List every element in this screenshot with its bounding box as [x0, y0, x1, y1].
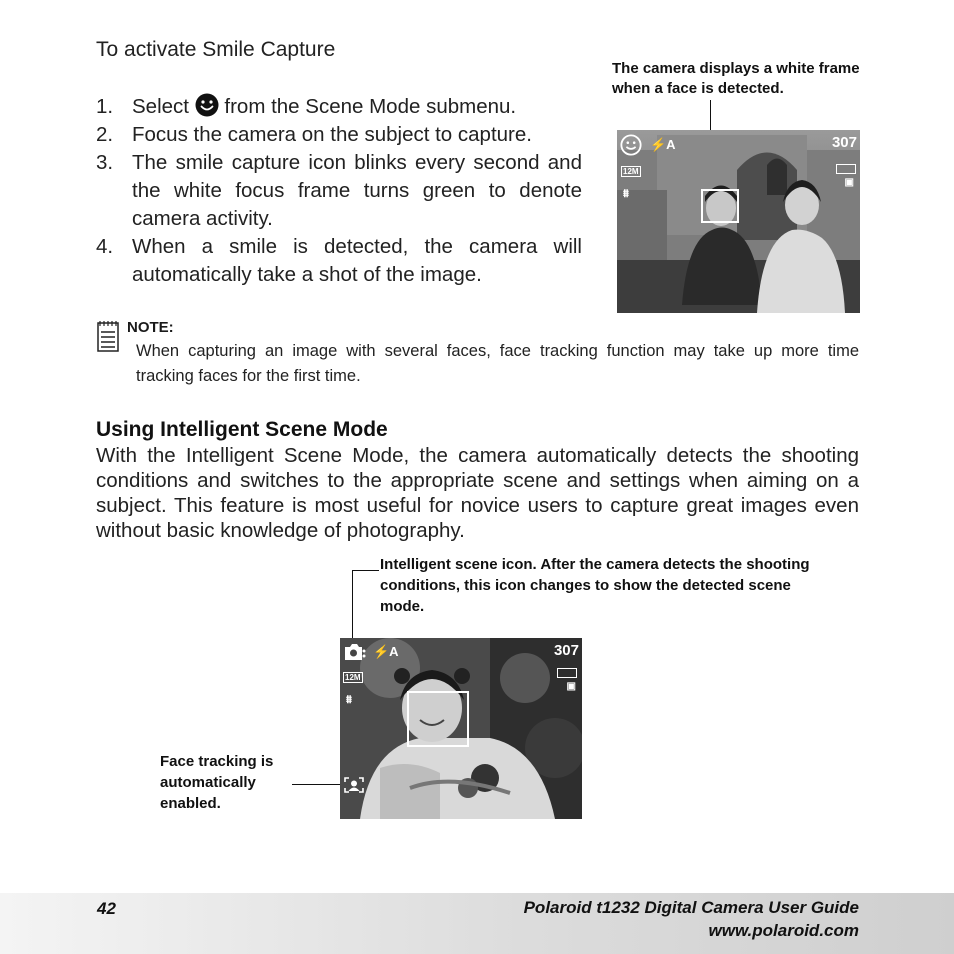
step-text: Focus the camera on the subject to capture. [132, 123, 532, 146]
shots-remaining: 307 [553, 642, 579, 659]
note-icon [97, 320, 119, 352]
step-text: The smile capture icon blinks every second and the white focus frame turns green to denote camera activity. [132, 151, 582, 230]
auto-flash-icon: ⚡A [373, 644, 399, 659]
intelligent-scene-description: With the Intelligent Scene Mode, the camera automatically detects the shooting conditions and switches to the appropriate scene and settings when aiming on a subject. This feature is most useful for novice users to capture great images even without basic knowledge of photography. [96, 444, 859, 542]
face-detection-frame [407, 691, 469, 747]
step-item [96, 149, 582, 233]
face-tracking-callout: Face tracking is automatically enabled. [160, 753, 274, 812]
callout-leader-line [352, 570, 379, 571]
callout-leader-line [352, 570, 353, 638]
section-heading: To activate Smile Capture [96, 38, 336, 61]
intelligent-scene-preview [340, 638, 582, 819]
auto-flash-icon: ⚡A [650, 137, 676, 152]
resolution-indicator: 12M [345, 673, 361, 682]
step-item [96, 121, 582, 149]
step-text-after: from the Scene Mode submenu. [224, 95, 517, 118]
smile-icon [195, 93, 219, 117]
page-number: 42 [97, 899, 116, 918]
step-text-before: Select [132, 95, 189, 118]
white-balance-icon: ⩩ [346, 694, 352, 706]
note-text: When capturing an image with several faces, face tracking function may take up more time tracking faces for the first time. [136, 342, 859, 385]
memory-card-icon: ▣ [566, 681, 576, 692]
face-frame-callout: The camera displays a white frame when a face is detected. [612, 60, 860, 97]
face-detection-frame [701, 189, 739, 223]
scene-icon-callout: Intelligent scene icon. After the camera detects the shooting conditions, this icon changes to show the detected scene mode. [380, 556, 810, 615]
smile-icon [620, 134, 642, 156]
note-title: NOTE: [127, 319, 174, 336]
steps-list [96, 93, 582, 289]
smile-capture-preview [617, 130, 860, 313]
white-balance-icon: ⩩ [623, 188, 629, 200]
step-number: 1. [96, 95, 114, 118]
memory-card-icon: ▣ [844, 177, 854, 188]
intelligent-scene-icon [344, 643, 366, 661]
face-tracking-icon [344, 777, 364, 793]
battery-icon [557, 668, 577, 678]
step-text: When a smile is detected, the camera will automatically take a shot of the image. [132, 235, 582, 286]
step-item [96, 93, 582, 121]
battery-icon [836, 164, 856, 174]
step-number: 2. [96, 123, 114, 146]
callout-leader-line [292, 784, 340, 785]
resolution-indicator: 12M [623, 167, 639, 176]
footer-title: Polaroid t1232 Digital Camera User Guide [523, 898, 859, 917]
footer-url: www.polaroid.com [708, 921, 859, 940]
shots-remaining: 307 [831, 134, 857, 151]
step-number: 4. [96, 235, 114, 258]
subsection-heading: Using Intelligent Scene Mode [96, 418, 388, 441]
step-number: 3. [96, 151, 114, 174]
step-item [96, 233, 582, 289]
